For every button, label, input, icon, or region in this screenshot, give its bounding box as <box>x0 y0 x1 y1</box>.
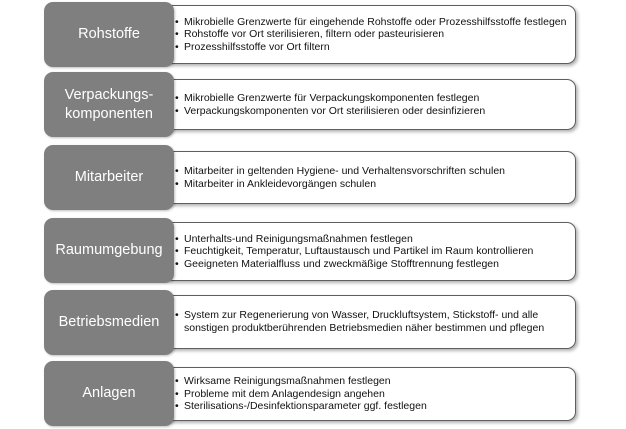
list-item: • Geeigneten Materialfluss und zweckmäßige Stofftrennung festlegen <box>184 258 533 271</box>
details-mitarbeiter <box>168 151 576 204</box>
category-label: Raumumgebung <box>55 242 163 258</box>
list-item: • Feuchtigkeit, Temperatur, Luftaustausch und Partikel im Raum kontrollieren <box>184 245 533 258</box>
list-item: • Mitarbeiter in Ankleidevorgängen schulen <box>184 178 505 191</box>
list-item: • Unterhalts-und Reinigungsmaßnahmen festlegen <box>184 233 533 246</box>
list-item: • Rohstoffe vor Ort sterilisieren, filtern oder pasteurisieren <box>184 28 567 41</box>
list-item: • Mitarbeiter in geltenden Hygiene- und Verhaltensvorschriften schulen <box>184 165 505 178</box>
category-label: Rohstoffe <box>78 26 140 42</box>
category-label: Betriebsmedien <box>58 314 160 330</box>
category-anlagen <box>44 361 174 426</box>
details-list <box>168 16 573 54</box>
category-label: Anlagen <box>82 385 136 401</box>
list-item: • Prozesshilfsstoffe vor Ort filtern <box>184 41 567 54</box>
category-mitarbeiter <box>44 145 174 210</box>
details-rohstoffe <box>168 5 576 64</box>
details-list <box>168 375 433 413</box>
details-list <box>168 309 575 334</box>
details-list <box>168 233 539 271</box>
list-item: • Probleme mit dem Anlagendesign angehen <box>184 388 427 401</box>
details-raumumgebung <box>168 222 576 281</box>
details-list <box>168 165 511 190</box>
details-betriebsmedien <box>168 295 576 349</box>
category-raumumgebung <box>44 218 174 283</box>
category-label: Mitarbeiter <box>74 169 144 185</box>
category-betriebsmedien <box>44 290 174 355</box>
category-label-line-2: komponenten <box>65 105 153 122</box>
category-verpackungskomponenten <box>44 72 174 137</box>
details-list <box>168 92 491 117</box>
category-rohstoffe <box>44 2 174 67</box>
details-verpackungskomponenten <box>168 79 576 130</box>
category-label-line-1: Verpackungs- <box>64 86 154 103</box>
list-item: • Wirksame Reinigungsmaßnahmen festlegen <box>184 375 427 388</box>
list-item: • Verpackungskomponenten vor Ort sterilisieren oder desinfizieren <box>184 105 485 118</box>
details-anlagen <box>168 367 576 421</box>
list-item: • Mikrobielle Grenzwerte für Verpackungskomponenten festlegen <box>184 92 485 105</box>
list-item: • Sterilisations-/Desinfektionsparameter ggf. festlegen <box>184 400 427 413</box>
list-item: • System zur Regenerierung von Wasser, Druckluftsystem, Stickstoff- und alle sonstigen produktberührenden Betriebsmedien näher bestimmen und pflegen <box>184 309 569 334</box>
list-item: • Mikrobielle Grenzwerte für eingehende Rohstoffe oder Prozesshilfsstoffe festlegen <box>184 16 567 29</box>
